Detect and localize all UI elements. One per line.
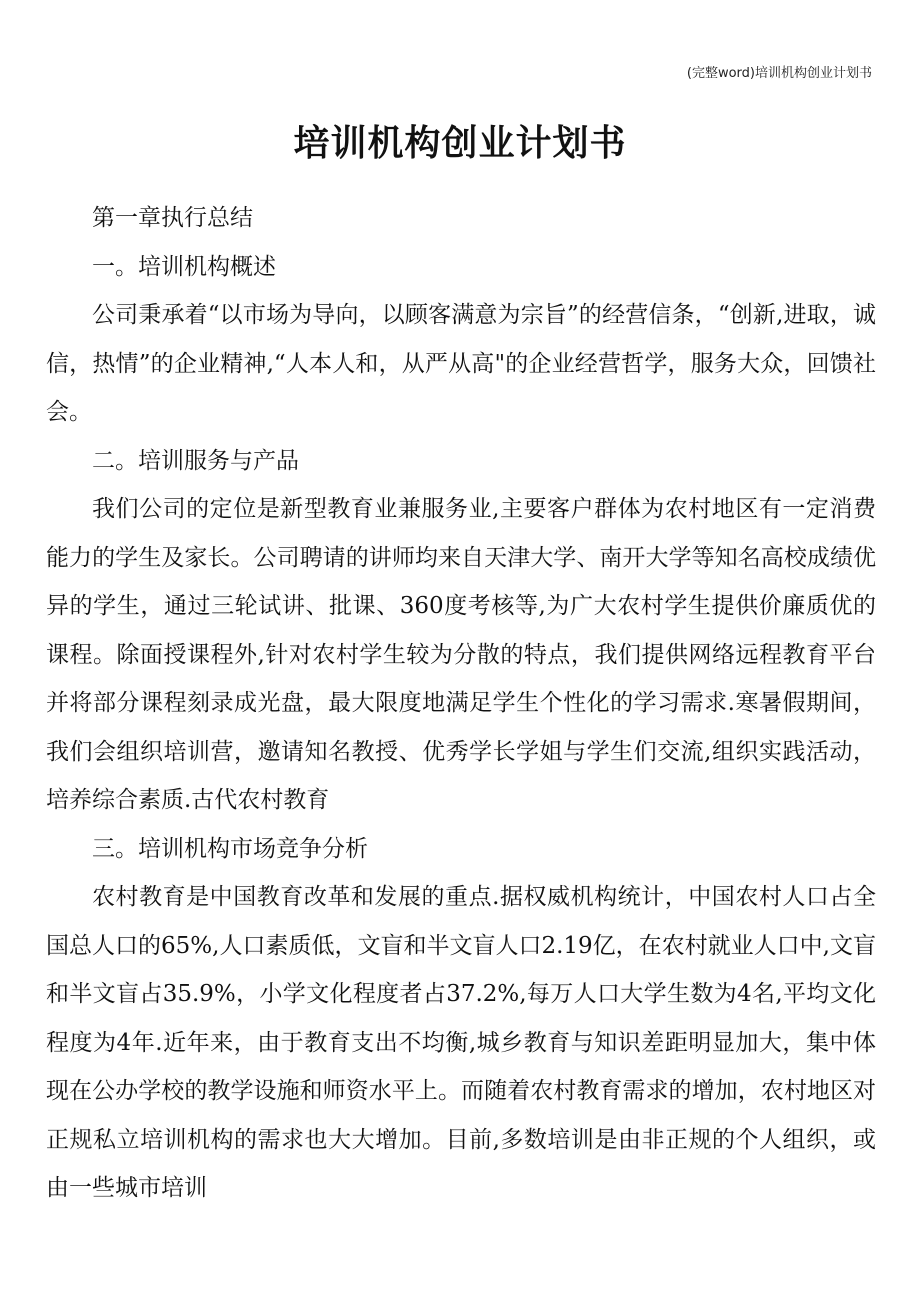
section-heading-services: 二。培训服务与产品 [92,447,299,474]
paragraph-overview: 公司秉承着“以市场为导向，以顾客满意为宗旨”的经营信条，“创新,进取，诚信，热情”的企业精神,“人本人和，从严从高"的企业经营哲学，服务大众，回馈社会。 [46,302,876,425]
document-header-label: (完整word)培训机构创业计划书 [686,66,872,81]
section-heading-overview: 一。培训机构概述 [92,253,276,280]
section-heading-market: 三。培训机构市场竞争分析 [92,835,368,862]
document-title: 培训机构创业计划书 [293,123,627,164]
chapter-heading: 第一章执行总结 [92,205,253,231]
paragraph-services: 我们公司的定位是新型教育业兼服务业,主要客户群体为农村地区有一定消费能力的学生及家长。公司聘请的讲师均来自天津大学、南开大学等知名高校成绩优异的学生，通过三轮试讲、批课、360度考核等,为广大农村学生提供价廉质优的课程。除面授课程外,针对农村学生较为分散的特点，我们提供网络远程教育平台并将部分课程刻录成光盘，最大限度地满足学生个性化的学习需求.寒暑假期间，我们会组织培训营，邀请知名教授、优秀学长学姐与学生们交流,组织实践活动，培养综合素质.古代农村教育 [46,496,876,813]
document-body [46,194,876,1213]
paragraph-market: 农村教育是中国教育改革和发展的重点.据权威机构统计，中国农村人口占全国总人口的65%,人口素质低，文盲和半文盲人口2.19亿，在农村就业人口中,文盲和半文盲占35.9%，小学文化程度者占37.2%,每万人口大学生数为4名,平均文化程度为4年.近年来，由于教育支出不均衡,城乡教育与知识差距明显加大，集中体现在公办学校的教学设施和师资水平上。而随着农村教育需求的增加，农村地区对正规私立培训机构的需求也大大增加。目前,多数培训是由非正规的个人组织，或由一些城市培训 [46,884,876,1201]
